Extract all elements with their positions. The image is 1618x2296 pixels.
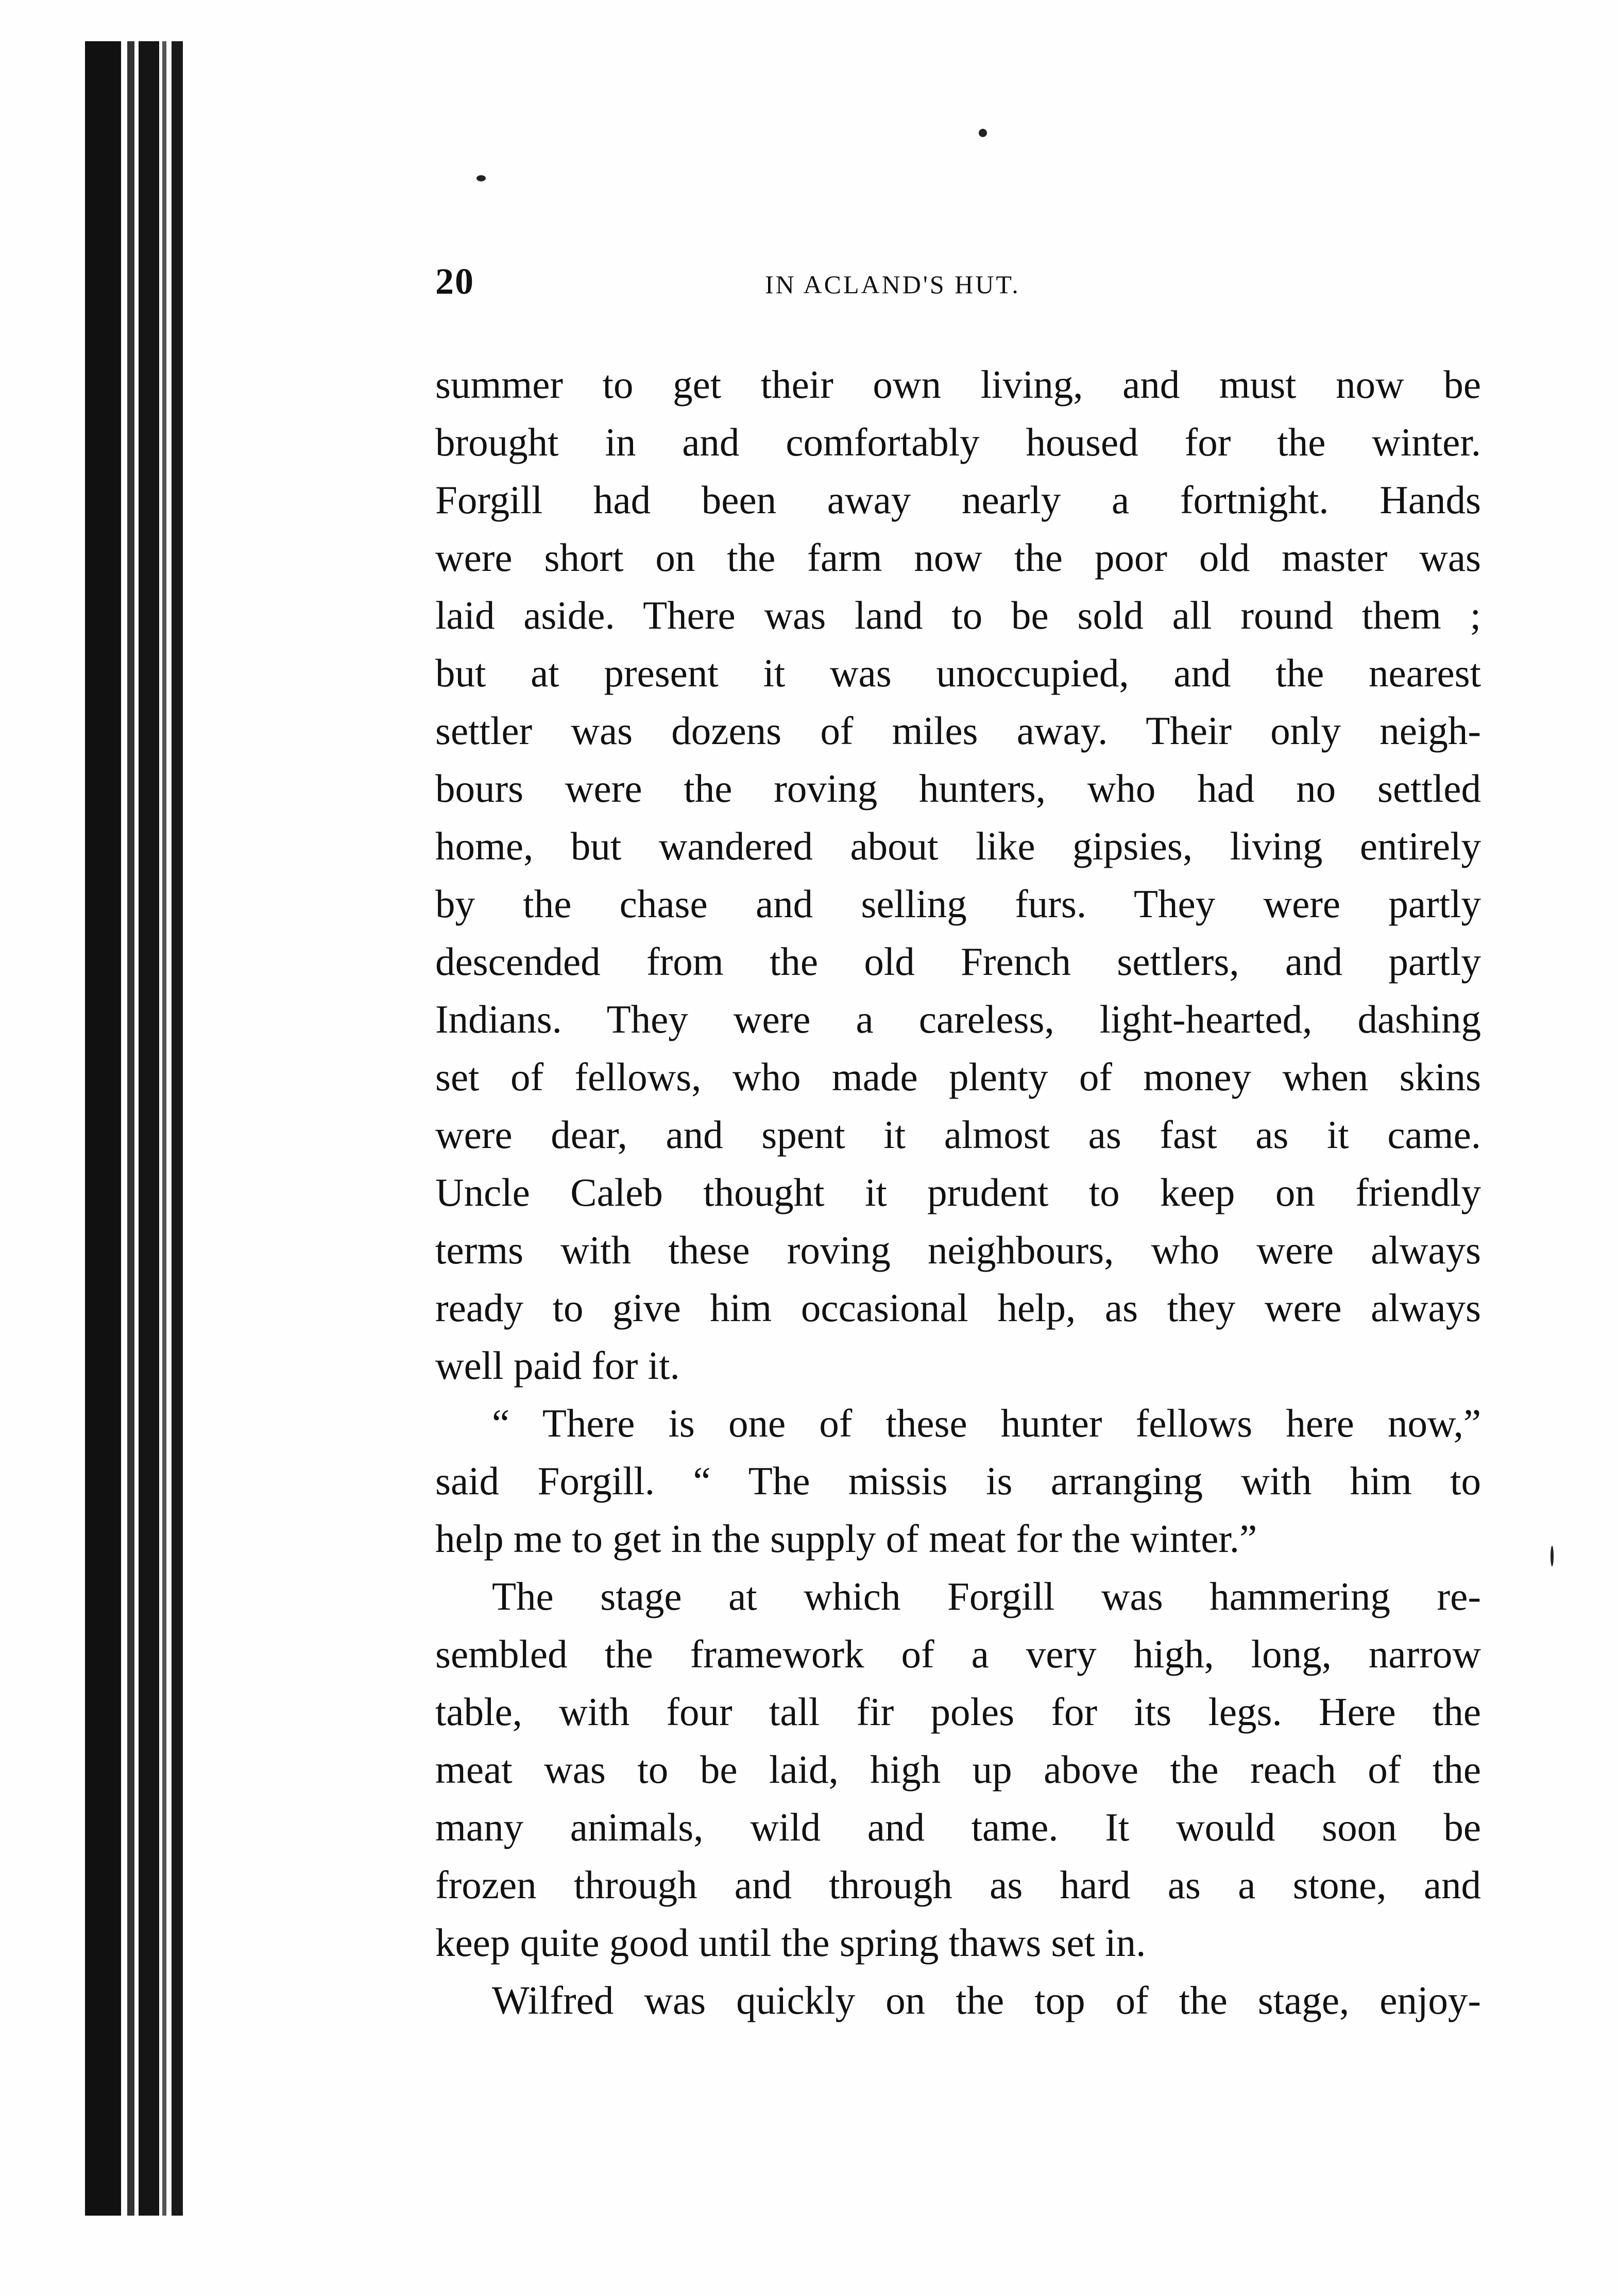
text-line: settler was dozens of miles away. Their only neigh- xyxy=(435,708,1481,753)
binding-shadow xyxy=(139,41,159,2216)
text-line: meat was to be laid, high up above the reach of the xyxy=(435,1747,1481,1792)
text-line: “ There is one of these hunter fellows here now,” xyxy=(492,1401,1481,1445)
text-line: Uncle Caleb thought it prudent to keep on friendly xyxy=(435,1170,1481,1214)
scan-speck xyxy=(476,175,486,181)
binding-shadow xyxy=(162,41,166,2216)
text-line: Forgill had been away nearly a fortnight. Hands xyxy=(435,478,1481,522)
text-line: by the chase and selling furs. They were partly xyxy=(435,882,1481,926)
text-line: sembled the framework of a very high, long, narrow xyxy=(435,1632,1481,1676)
page-header xyxy=(435,260,1481,317)
text-line: many animals, wild and tame. It would soon be xyxy=(435,1805,1481,1849)
text-line: were short on the farm now the poor old master was xyxy=(435,535,1481,580)
text-line: descended from the old French settlers, and partly xyxy=(435,939,1481,984)
binding-shadow xyxy=(127,41,134,2216)
text-line: The stage at which Forgill was hammering re- xyxy=(492,1574,1481,1618)
text-line: said Forgill. “ The missis is arranging with him to xyxy=(435,1459,1481,1503)
text-line: but at present it was unoccupied, and the nearest xyxy=(435,651,1481,695)
text-line: laid aside. There was land to be sold all round them ; xyxy=(435,593,1481,637)
binding-shadow xyxy=(172,41,183,2216)
binding-shadow xyxy=(85,41,121,2216)
text-line: bours were the roving hunters, who had no settled xyxy=(435,766,1481,811)
text-line: help me to get in the supply of meat for the winter.” xyxy=(435,1516,1257,1561)
text-line: set of fellows, who made plenty of money when skins xyxy=(435,1055,1481,1099)
text-line: keep quite good until the spring thaws set in. xyxy=(435,1920,1146,1965)
text-line: summer to get their own living, and must now be xyxy=(435,362,1481,407)
text-line: brought in and comfortably housed for the winter. xyxy=(435,420,1481,464)
running-head: IN ACLAND'S HUT. xyxy=(765,270,1020,299)
scan-speck xyxy=(1551,1546,1554,1566)
text-line: table, with four tall fir poles for its legs. Here the xyxy=(435,1690,1481,1734)
text-line: Wilfred was quickly on the top of the stage, enjoy- xyxy=(492,1978,1481,2022)
body-text xyxy=(435,356,1481,2029)
text-line: were dear, and spent it almost as fast as it came. xyxy=(435,1112,1481,1157)
text-line: home, but wandered about like gipsies, living entirely xyxy=(435,824,1481,868)
text-line: well paid for it. xyxy=(435,1343,680,1388)
binding-edge xyxy=(85,41,188,2216)
text-line: terms with these roving neighbours, who were always xyxy=(435,1228,1481,1272)
text-line: Indians. They were a careless, light-hearted, dashing xyxy=(435,997,1481,1041)
scan-speck xyxy=(979,129,987,137)
text-line: ready to give him occasional help, as they were always xyxy=(435,1286,1481,1330)
page-number: 20 xyxy=(435,261,474,302)
text-line: frozen through and through as hard as a stone, and xyxy=(435,1863,1481,1907)
